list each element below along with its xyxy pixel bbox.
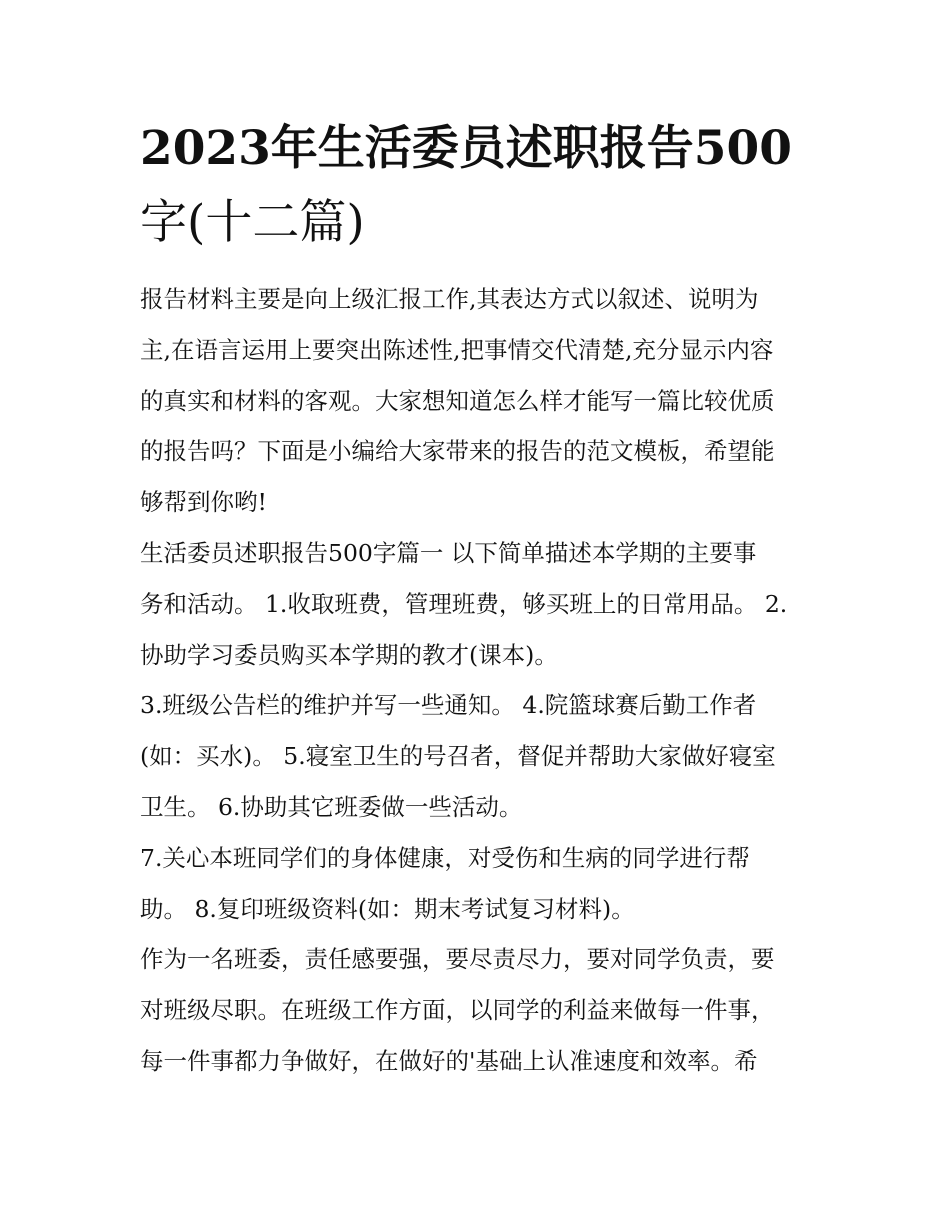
text-line: 主,在语言运用上要突出陈述性,把事情交代清楚,充分显示内容 [140, 335, 774, 364]
paragraph-items-3-6 [140, 680, 820, 832]
text-line: 够帮到你哟! [140, 488, 267, 517]
paragraph-responsibility [140, 934, 820, 1086]
paragraph-intro [140, 274, 820, 528]
text-line: 卫生。 6.协助其它班委做一些活动。 [140, 792, 523, 821]
text-line: (如：买水)。 5.寝室卫生的号召者，督促并帮助大家做好寝室 [140, 742, 776, 771]
paragraph-items-7-8 [140, 833, 820, 935]
text-line: 助。 8.复印班级资料(如：期末考试复习材料)。 [140, 894, 635, 923]
paragraph-section-one [140, 528, 820, 680]
text-line: 3.班级公告栏的维护并写一些通知。 4.院篮球赛后勤工作者 [140, 691, 757, 720]
text-line: 作为一名班委，责任感要强，要尽责尽力，要对同学负责，要 [140, 945, 775, 974]
text-line: 务和活动。 1.收取班费，管理班费，够买班上的日常用品。 2. [140, 589, 788, 618]
document-body [140, 112, 820, 1087]
text-line: 的报告吗？下面是小编给大家带来的报告的范文模板，希望能 [140, 437, 775, 466]
title-line-2: 字(十二篇) [140, 195, 365, 250]
text-line: 对班级尽职。在班级工作方面，以同学的利益来做每一件事， [140, 996, 775, 1025]
text-line: 每一件事都力争做好，在做好的'基础上认准速度和效率。希 [140, 1046, 758, 1075]
document-title [140, 112, 820, 260]
text-line: 7.关心本班同学们的身体健康，对受伤和生病的同学进行帮 [140, 843, 750, 872]
text-line: 的真实和材料的客观。大家想知道怎么样才能写一篇比较优质 [140, 386, 775, 415]
text-line: 生活委员述职报告500字篇一 以下简单描述本学期的主要事 [140, 538, 757, 567]
title-line-1: 2023年生活委员述职报告500 [140, 121, 792, 176]
text-line: 协助学习委员购买本学期的教才(课本)。 [140, 640, 558, 669]
text-line: 报告材料主要是向上级汇报工作,其表达方式以叙述、说明为 [140, 285, 759, 313]
